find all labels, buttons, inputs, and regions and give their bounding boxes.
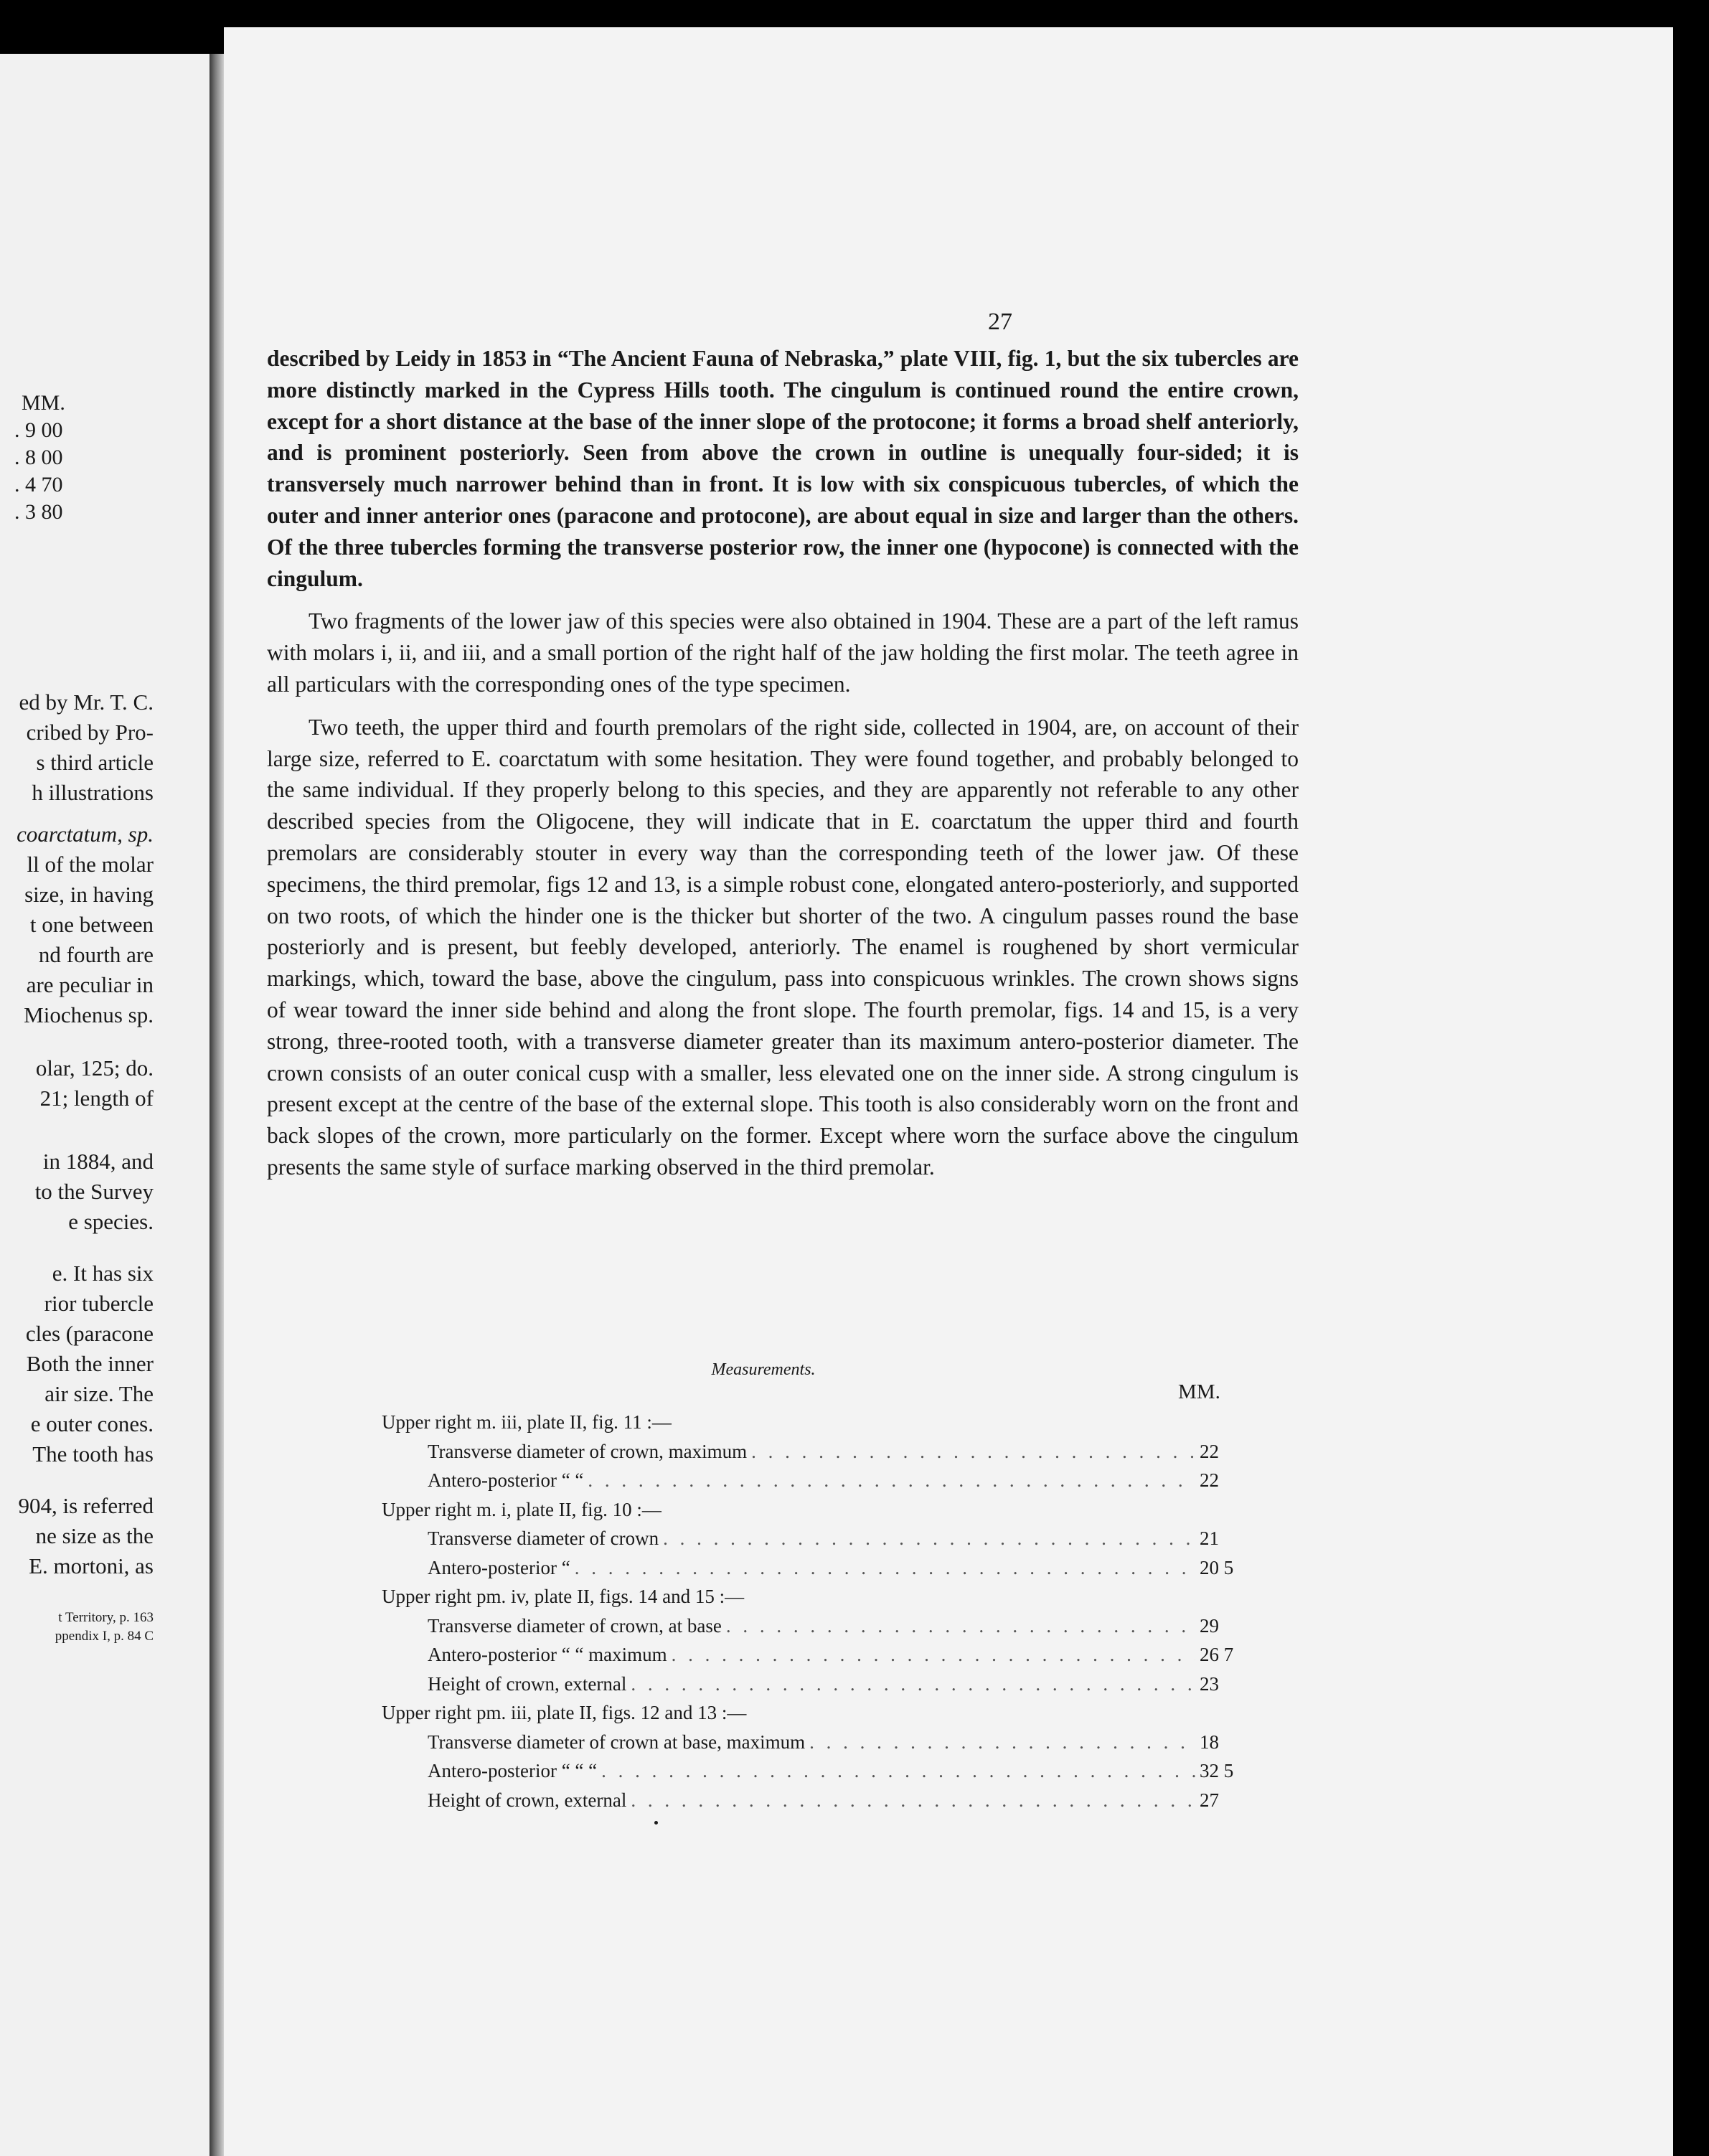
left-mm-value: . 8 00 [14, 446, 63, 469]
leader-dots [631, 1786, 1195, 1815]
left-snippet: e. It has six [52, 1261, 154, 1286]
left-snippet: coarctatum, sp. [17, 822, 154, 847]
measurement-row [382, 1670, 1264, 1699]
measurement-label: Transverse diameter of crown, at base [428, 1614, 722, 1637]
leader-dots [726, 1611, 1195, 1641]
measurement-value: 27 [1200, 1789, 1219, 1811]
page-number: 27 [988, 309, 1012, 335]
measurement-label: Height of crown, external [428, 1789, 627, 1811]
measurement-value: 23 [1200, 1672, 1219, 1695]
measurement-row [382, 1728, 1264, 1757]
left-snippet: The tooth has [32, 1441, 154, 1467]
left-mm-value: . 3 80 [14, 500, 63, 524]
left-snippet: ne size as the [35, 1523, 154, 1548]
book-binding [209, 54, 224, 2156]
measurement-value: 32 5 [1200, 1760, 1234, 1781]
measurement-heading: Upper right m. iii, plate II, fig. 11 :— [382, 1411, 672, 1433]
paragraph: Two fragments of the lower jaw of this species were also obtained in 1904. These are a part of the left ramus with molars i, ii, and iii, and a small portion of the right half of the jaw holding the first molar. The teeth agree in all particulars with the corresponding ones of the type specimen. [267, 608, 1299, 697]
leader-dots [672, 1640, 1195, 1670]
leader-dots [751, 1437, 1195, 1467]
measurement-value: 26 7 [1200, 1644, 1234, 1665]
measurement-value: 22 [1200, 1469, 1219, 1491]
measurement-heading: Upper right pm. iv, plate II, figs. 14 and 15 :— [382, 1586, 745, 1607]
left-snippet: e species. [68, 1209, 154, 1234]
leader-dots [631, 1670, 1195, 1699]
measurement-row [382, 1437, 1264, 1467]
left-snippet: are peculiar in [26, 972, 154, 997]
measurement-label: Antero-posterior “ [428, 1556, 570, 1578]
left-snippet: air size. The [44, 1381, 154, 1406]
leader-dots [663, 1524, 1195, 1553]
left-snippet: 904, is referred [18, 1493, 154, 1518]
measurements-title: Measurements. [711, 1360, 816, 1379]
measurements-table [382, 1408, 1264, 1814]
measurement-value: 20 5 [1200, 1556, 1234, 1578]
measurement-value: 21 [1200, 1527, 1219, 1549]
left-mm-value: . 4 70 [14, 473, 63, 496]
left-snippet: ed by Mr. T. C. [19, 689, 154, 715]
left-snippet: cribed by Pro- [26, 720, 154, 745]
measurement-value: 18 [1200, 1731, 1219, 1753]
stray-dot [654, 1821, 658, 1825]
left-snippet: ll of the molar [27, 852, 154, 877]
measurement-label: Antero-posterior “ “ maximum [428, 1644, 667, 1665]
paragraph: Two teeth, the upper third and fourth premolars of the right side, collected in 1904, are, on account of their large size, referred to E. coarctatum with some hesitation. They were found together, and probably belonged to the same individual. If they properly belong to this species, and they are apparently not referable to any other described species from the Oligocene, they will indicate that in E. coarctatum the upper third and fourth premolars are considerably stouter in every way than the corresponding teeth of the lower jaw. Of these specimens, the third premolar, figs 12 and 13, is a simple robust cone, elongated antero-posteriorly, and supported on two roots, of which the hinder one is the thicker but shorter of the two. A cingulum passes round the base posteriorly and is present, but feebly developed, anteriorly. The enamel is roughened by short vermicular markings, which, toward the base, above the cingulum, pass into conspicuous wrinkles. The crown shows signs of wear toward the inner side behind and along the front slope. The fourth premolar, figs. 14 and 15, is a very strong, three-rooted tooth, with a transverse diameter greater than its maximum antero-posterior diameter. The crown consists of an outer conical cusp with a smaller, less elevated one on the inner side. A strong cingulum is present except at the centre of the base of the external slope. This tooth is also considerably worn on the front and back slopes of the crown, more particularly on the former. Except where worn the surface above the cingulum presents the same style of surface marking observed in the third premolar. [267, 714, 1299, 1180]
paragraph: described by Leidy in 1853 in “The Ancient Fauna of Nebraska,” plate VIII, fig. 1, but the six tubercles are more distinctly marked in the Cypress Hills tooth. The cingulum is continued round the entire crown, except for a short distance at the base of the inner slope of the protocone; it forms a broad shelf anteriorly, and is prominent posteriorly. Seen from above the crown in outline is unequally four-sided; it is transversely much narrower behind than in front. It is low with six conspicuous tubercles, of which the outer and inner anterior ones (paracone and protocone), are about equal in size and larger than the others. Of the three tubercles forming the transverse posterior row, the inner one (hypocone) is connected with the cingulum. [267, 346, 1299, 591]
left-snippet: t one between [29, 912, 154, 937]
measurement-row [382, 1640, 1264, 1670]
left-snippet: nd fourth are [38, 942, 154, 967]
left-snippet: h illustrations [32, 780, 154, 805]
left-snippet: to the Survey [34, 1179, 154, 1204]
left-mm-column [14, 390, 65, 526]
leader-dots [601, 1756, 1195, 1786]
measurement-value: 22 [1200, 1440, 1219, 1462]
left-footnote: ppendix I, p. 84 C [55, 1629, 154, 1644]
measurement-row [382, 1553, 1264, 1583]
left-snippet: Miochenus sp. [24, 1002, 154, 1027]
measurement-value: 29 [1200, 1614, 1219, 1637]
mm-header: MM. [1178, 1380, 1220, 1403]
measurement-heading: Upper right pm. iii, plate II, figs. 12 and 13 :— [382, 1702, 747, 1723]
measurement-row [382, 1786, 1264, 1815]
measurement-label: Antero-posterior “ “ [428, 1469, 584, 1491]
leader-dots [575, 1553, 1195, 1583]
left-snippet: E. mortoni, as [29, 1553, 154, 1578]
leader-dots [588, 1466, 1195, 1495]
right-page [224, 27, 1673, 2156]
left-snippet: rior tubercle [44, 1291, 154, 1316]
left-snippet: e outer cones. [30, 1411, 154, 1436]
measurement-row [382, 1524, 1264, 1553]
left-snippet: size, in having [24, 882, 154, 907]
measurement-label: Transverse diameter of crown, maximum [428, 1440, 748, 1462]
measurement-label: Transverse diameter of crown at base, maximum [428, 1731, 806, 1753]
left-mm-header: MM. [22, 391, 65, 415]
measurement-label: Transverse diameter of crown [428, 1527, 659, 1549]
measurement-label: Antero-posterior “ “ “ [428, 1760, 598, 1781]
left-snippet: in 1884, and [42, 1149, 154, 1174]
measurement-heading: Upper right m. i, plate II, fig. 10 :— [382, 1498, 662, 1520]
body-text [267, 343, 1299, 1195]
measurement-label: Height of crown, external [428, 1672, 627, 1695]
left-footnote: t Territory, p. 163 [58, 1610, 154, 1625]
left-snippet: 21; length of [39, 1086, 154, 1111]
left-snippet: s third article [36, 750, 154, 775]
left-snippet: Both the inner [26, 1351, 154, 1376]
leader-dots [809, 1728, 1195, 1757]
measurement-row [382, 1611, 1264, 1641]
measurement-row [382, 1756, 1264, 1786]
measurement-row [382, 1466, 1264, 1495]
left-snippet: olar, 125; do. [35, 1055, 154, 1081]
left-mm-value: . 9 00 [14, 418, 63, 442]
left-page [0, 54, 209, 2156]
left-snippet: cles (paracone [25, 1321, 154, 1346]
